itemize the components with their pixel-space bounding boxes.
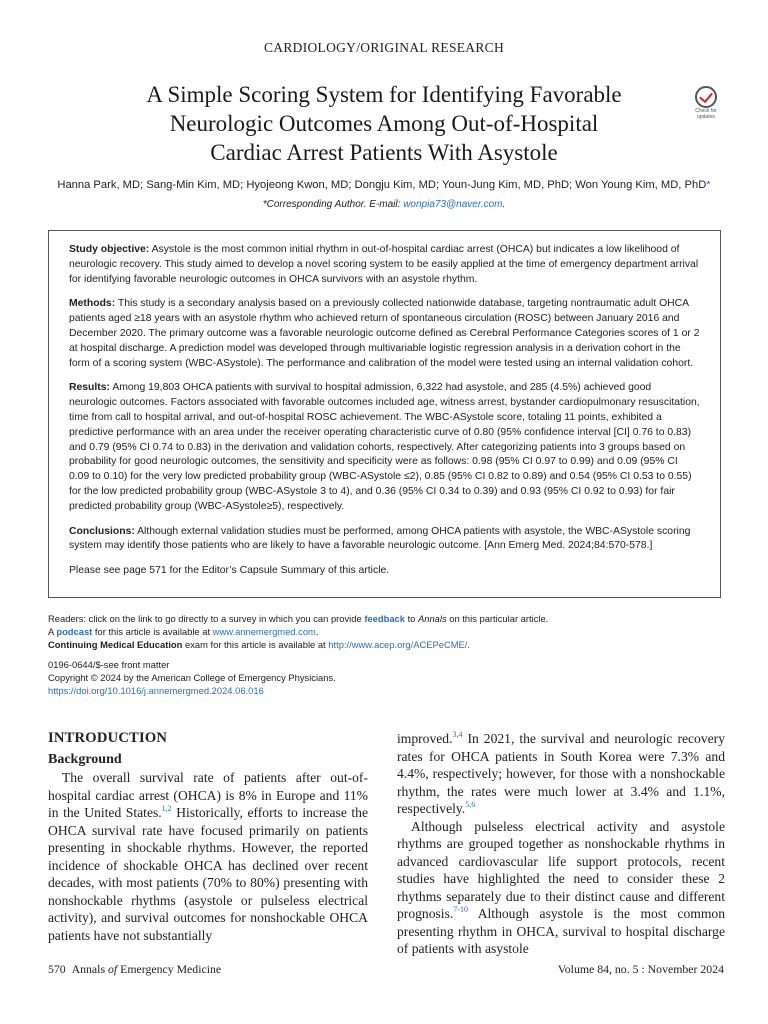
journal-name-of: of [107,962,118,976]
author-names: Hanna Park, MD; Sang-Min Kim, MD; Hyojeong Kwon, MD; Dongju Kim, MD; Youn-Jung Kim, MD, PhD; Won Young Kim, MD, PhD [57,179,707,191]
results-text: Among 19,803 OHCA patients with survival to hospital admission, 6,322 had asystole, and 285 (4.5%) achieved good neurologic outcomes. Factors associated with favorable outcomes included age, witness arrest, bystander cardiopulmonary resuscitation, time from call to hospital arrival, and out-of-hospital ROSC achievement. The WBC-ASystole score, totaling 11 points, exhibited a predictive performance with an area under the receiver operating characteristic curve of 0.80 (95% confidence interval [CI] 0.76 to 0.83) and 0.79 (95% CI 0.74 to 0.83) in the derivation and validation cohorts, respectively. After categorizing patients into 3 groups based on probability for good neurologic outcomes, the sensitivity and specificity were as follows: 0.98 (95% CI 0.97 to 0.99) and 0.09 (95% CI 0.09 to 0.10) for the very low predicted probability group (WBC-ASystole ≤2), 0.85 (95% CI 0.82 to 0.89) and 0.54 (95% CI 0.53 to 0.55) for the low predicted probability group (WBC-ASystole 3 to 4), and 0.36 (95% CI 0.34 to 0.39) and 0.93 (95% CI 0.92 to 0.93) for fair predicted probability group (WBC-ASystole≥5), respectively. [69,382,700,512]
reference-7-10-link[interactable]: 7-10 [453,905,468,914]
intro-p1-cont-b: In 2021, the survival and neurologic recovery rates for OHCA patients in South Korea were 7.3% and 4.4%, respectively; however, for those with a nonshockable rhythm, the rates were much lower at 3.4% and 1.1%, respectively. [397,731,725,816]
title-line-1: A Simple Scoring System for Identifying Favorable [146,82,622,107]
check-for-updates-badge[interactable] [690,86,722,120]
readers-notes [48,612,728,652]
acep-cme-link[interactable]: http://www.acep.org/ACEPeCME/ [328,639,468,651]
background-heading: Background [48,751,122,767]
podcast-text-1: A [48,626,57,638]
reference-5-6-link[interactable]: 5,6 [465,800,476,809]
annemergmed-link[interactable]: www.annemergmed.com [212,626,316,638]
check-updates-icon [695,86,717,108]
cme-text-end: . [467,639,471,651]
intro-p1-text-b: Historically, efforts to increase the OHCA survival rate have focused primarily on patients presenting in shockable rhythms. However, the reported incidence of shockable OHCA has declined over recent decades, with most patients (70% to 80%) presenting with nonshockable rhythms (asystole or pulseless electrical activity), and survival outcomes for nonshockable OHCA patients have not substantially [48,805,368,943]
intro-p2-text-b: Although asystole is the most common presenting rhythm in OHCA, survival to hospital discharge of patients with asystole [397,906,725,956]
podcast-link[interactable]: podcast [56,626,93,638]
journal-name-b: Emergency Medicine [117,962,222,976]
abstract-results [69,381,700,514]
conclusions-label: Conclusions: [69,525,135,537]
abstract-objective [69,243,700,287]
readers-journal: Annals [418,613,447,624]
corresponding-star-link[interactable]: * [706,179,711,191]
methods-label: Methods: [69,298,116,310]
cme-line [48,638,728,651]
methods-text: This study is a secondary analysis based on a previously collected nationwide database, targeting nontraumatic adult OHCA patients aged ≥18 years with an asystole rhythm who achieved return of spontaneous circulation (ROSC) between January 2016 and December 2020. The primary outcome was a favorable neurologic outcome defined as Cerebral Performance Categories scores of 1 or 2 at hospital discharge. A prediction model was developed through multivariable logistic regression analysis in a derivation cohort in the form of a scoring system (WBC-ASystole). The performance and calibration of the model were tested using an internal validation cohort. [69,298,700,369]
author-list [0,179,768,191]
objective-label: Study objective: [69,244,150,255]
title-line-2: Neurologic Outcomes Among Out-of-Hospital [169,111,599,136]
podcast-text-2: for this article is available at [92,626,213,638]
objective-text: Asystole is the most common initial rhythm in out-of-hospital cardiac arrest (OHCA) but indicates a low likelihood of neurologic recovery. This study aimed to develop a novel scoring system to be easily applied at the time of emergency department arrival for identifying favorable neurologic outcomes in OHCA survivors with an asystole rhythm. [69,244,699,285]
capsule-summary-note: Please see page 571 for the Editor’s Capsule Summary of this article. [69,565,390,577]
cme-text: exam for this article is available at [182,639,329,651]
abstract-conclusions [69,525,700,555]
podcast-text-3: . [315,626,319,638]
corresponding-author [0,199,768,210]
badge-line-1: Check for [695,108,717,114]
abstract-box [48,230,721,598]
doi-link[interactable]: https://doi.org/10.1016/j.annemergmed.2024.06.016 [48,685,264,697]
intro-paragraph-2 [397,818,725,958]
readers-text-2: to [404,613,418,624]
journal-name-a: Annals [71,962,108,976]
volume-info: Volume 84, no. 5 : November 2024 [557,962,724,976]
corresponding-email-link[interactable]: wonpia73@naver.com [403,199,503,210]
reference-1-2-link[interactable]: 1,2 [161,804,172,813]
body-column-right [397,730,725,958]
intro-paragraph-1-cont [397,730,725,818]
page-footer-left [48,962,221,977]
intro-p1-cont-a: improved. [397,731,453,746]
reference-3-4-link[interactable]: 3,4 [452,730,463,739]
intro-p1-text-a: The overall survival rate of patients after out-of-hospital cardiac arrest (OHCA) is 8% in Europe and 11% in the United States. [48,770,368,820]
conclusions-text: Although external validation studies must be performed, among OHCA patients with asystole, the WBC-ASystole scoring system may identify those patients who are likely to have a favorable neurologic outcome. [Ann Emerg Med. 2024;84:570-578.] [69,525,691,552]
readers-text-3: on this particular article. [446,613,549,624]
issn-line: 0196-0644/$-see front matter [48,659,170,670]
introduction-heading: INTRODUCTION [48,730,168,746]
feedback-link[interactable]: feedback [364,613,405,624]
badge-line-2: updates [697,114,715,120]
intro-p2-text-a: Although pulseless electrical activity and asystole rhythms are grouped together as nonshockable rhythms in advanced cardiovascular life support protocols, recent studies have highlighted the need to consider these 2 rhythms separately due to their distinct cause and different prognosis. [397,818,725,921]
article-title [100,80,668,167]
readers-text-1: Readers: click on the link to go directly to a survey in which you can provide [48,613,365,624]
title-line-3: Cardiac Arrest Patients With Asystole [210,140,558,165]
front-matter [48,658,728,698]
corresponding-suffix: . [502,199,506,210]
abstract-methods [69,297,700,371]
readers-feedback-line [48,612,728,625]
results-label: Results: [69,382,110,394]
cme-label: Continuing Medical Education [48,639,183,651]
copyright-line: Copyright © 2024 by the American College of Emergency Physicians. [48,672,336,684]
body-column-left [48,730,368,944]
section-header: CARDIOLOGY/ORIGINAL RESEARCH [263,40,505,55]
intro-paragraph-1 [48,769,368,944]
podcast-line [48,625,728,638]
corresponding-prefix: *Corresponding Author. E-mail: [262,199,404,210]
page-number: 570 [48,962,66,976]
